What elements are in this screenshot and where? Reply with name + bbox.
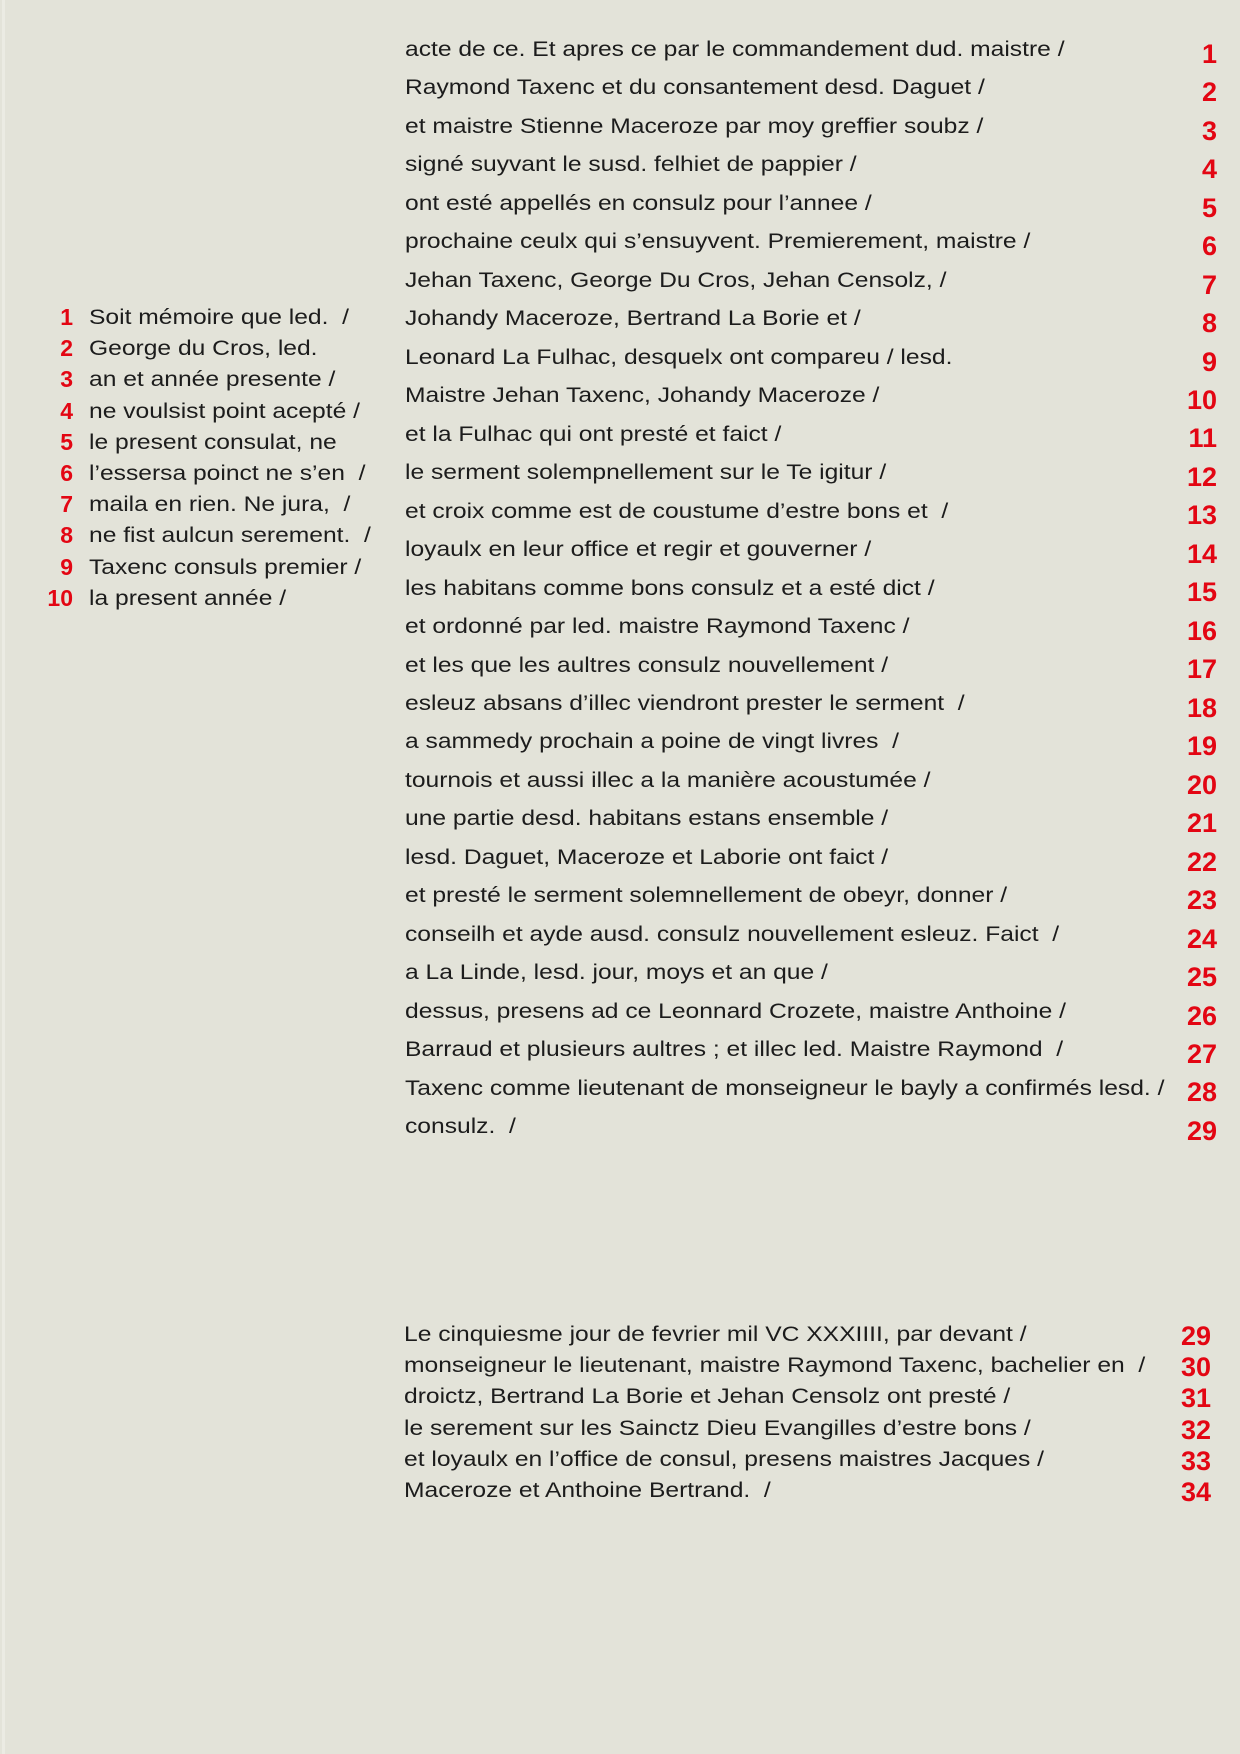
line-text: George du Cros, led. xyxy=(89,336,318,361)
line-number: 2 xyxy=(60,335,73,362)
line-text: dessus, presens ad ce Leonnard Crozete, maistre Anthoine / xyxy=(405,998,1066,1023)
text-line xyxy=(0,646,1240,684)
text-line xyxy=(0,684,1240,722)
line-number: 22 xyxy=(1186,846,1217,877)
line-text: a sammedy prochain a poine de vingt livres / xyxy=(405,729,899,754)
line-text: la present année / xyxy=(89,585,287,610)
line-text: Leonard La Fulhac, desquelx ont compareu / lesd. xyxy=(405,344,953,369)
line-text: et ordonné par led. maistre Raymond Taxenc / xyxy=(405,614,910,639)
text-line xyxy=(0,376,1240,414)
line-text: ne fist aulcun serement. / xyxy=(89,523,371,548)
line-text: Johandy Maceroze, Bertrand La Borie et / xyxy=(405,306,861,331)
text-line xyxy=(0,992,1240,1030)
line-number: 21 xyxy=(1186,808,1217,839)
text-line xyxy=(0,530,1240,568)
line-number: 8 xyxy=(1201,308,1217,339)
line-number: 34 xyxy=(1180,1476,1211,1507)
line-number: 3 xyxy=(60,366,73,393)
line-number: 9 xyxy=(60,553,73,580)
second-entry-block xyxy=(0,1319,1240,1506)
line-text: Taxenc consuls premier / xyxy=(89,554,362,579)
line-number: 7 xyxy=(60,491,73,518)
line-text: Maceroze et Anthoine Bertrand. / xyxy=(404,1477,771,1502)
line-text: prochaine ceulx qui s’ensuyvent. Premierement, maistre / xyxy=(405,229,1031,254)
line-text: Jehan Taxenc, George Du Cros, Jehan Censolz, / xyxy=(405,267,947,292)
text-line xyxy=(0,68,1240,106)
line-number: 28 xyxy=(1186,1077,1217,1108)
line-number: 27 xyxy=(1186,1038,1217,1069)
line-number: 6 xyxy=(60,459,73,486)
line-text: ne voulsist point acepté / xyxy=(89,398,360,423)
text-line xyxy=(0,569,1240,607)
line-number: 33 xyxy=(1180,1445,1211,1476)
line-number: 4 xyxy=(1201,154,1217,185)
line-number: 2 xyxy=(1201,77,1217,108)
line-text: et presté le serment solemnellement de obeyr, donner / xyxy=(405,883,1008,908)
line-number: 10 xyxy=(47,584,73,611)
line-number: 29 xyxy=(1180,1321,1211,1351)
line-text: l’essersa poinct ne s’en / xyxy=(89,460,366,485)
line-text: droictz, Bertrand La Borie et Jehan Censolz ont presté / xyxy=(404,1384,1011,1409)
line-number: 19 xyxy=(1186,731,1217,762)
text-line xyxy=(0,1381,1240,1412)
line-number: 6 xyxy=(1201,231,1217,262)
line-text: et maistre Stienne Maceroze par moy greffier soubz / xyxy=(405,113,984,138)
text-line xyxy=(0,799,1240,837)
line-number: 5 xyxy=(60,428,73,455)
line-number: 15 xyxy=(1186,577,1217,608)
line-number: 9 xyxy=(1201,346,1217,377)
line-number: 25 xyxy=(1186,962,1217,993)
line-number: 1 xyxy=(60,304,73,330)
line-text: et les que les aultres consulz nouvellement / xyxy=(405,652,889,677)
line-number: 24 xyxy=(1186,923,1217,954)
text-line xyxy=(0,107,1240,145)
text-line xyxy=(0,453,1240,491)
line-text: les habitans comme bons consulz et a esté dict / xyxy=(405,575,935,600)
line-text: an et année presente / xyxy=(89,367,336,392)
line-number: 32 xyxy=(1180,1414,1211,1445)
text-line xyxy=(0,492,1240,530)
line-text: et loyaulx en l’office de consul, presens maistres Jacques / xyxy=(404,1446,1044,1471)
line-number: 30 xyxy=(1180,1352,1211,1383)
line-number: 13 xyxy=(1186,500,1217,531)
text-line xyxy=(0,299,1240,337)
line-number: 3 xyxy=(1201,115,1217,146)
line-number: 8 xyxy=(60,522,73,549)
line-number: 12 xyxy=(1186,461,1217,492)
line-text: et croix comme est de coustume d’estre bons et / xyxy=(405,498,949,523)
line-text: consulz. / xyxy=(405,1114,516,1139)
line-number: 18 xyxy=(1186,692,1217,723)
line-text: Raymond Taxenc et du consantement desd. Daguet / xyxy=(405,75,985,100)
text-line xyxy=(0,1444,1240,1475)
line-text: tournois et aussi illec a la manière acoustumée / xyxy=(405,767,931,792)
text-line xyxy=(0,261,1240,299)
line-text: et la Fulhac qui ont presté et faict / xyxy=(405,421,782,446)
text-line xyxy=(0,222,1240,260)
line-text: Soit mémoire que led. / xyxy=(89,305,349,329)
line-text: le present consulat, ne xyxy=(89,429,337,454)
text-line xyxy=(0,30,1240,68)
line-text: loyaulx en leur office et regir et gouverner / xyxy=(405,537,872,562)
line-text: maila en rien. Ne jura, / xyxy=(89,492,351,517)
line-text: le serment solempnellement sur le Te igitur / xyxy=(405,460,887,485)
line-text: Barraud et plusieurs aultres ; et illec led. Maistre Raymond / xyxy=(405,1037,1064,1062)
text-line xyxy=(0,722,1240,760)
line-text: Le cinquiesme jour de fevrier mil VC XXXIIII, par devant / xyxy=(404,1322,1027,1346)
line-number: 23 xyxy=(1186,885,1217,916)
line-text: le serement sur les Sainctz Dieu Evangilles d’estre bons / xyxy=(404,1415,1031,1440)
line-text: signé suyvant le susd. felhiet de pappier / xyxy=(405,152,857,177)
text-line xyxy=(0,1107,1240,1145)
line-number: 16 xyxy=(1186,615,1217,646)
text-line xyxy=(0,1319,1240,1350)
line-number: 17 xyxy=(1186,654,1217,685)
text-line xyxy=(0,1350,1240,1381)
line-text: acte de ce. Et apres ce par le commandement dud. maistre / xyxy=(405,37,1065,61)
text-line xyxy=(0,338,1240,376)
line-number: 14 xyxy=(1186,538,1217,569)
text-line xyxy=(0,953,1240,991)
line-number: 10 xyxy=(1186,385,1217,416)
line-number: 29 xyxy=(1186,1115,1217,1146)
line-number: 1 xyxy=(1201,38,1217,69)
line-text: monseigneur le lieutenant, maistre Raymond Taxenc, bachelier en / xyxy=(404,1353,1146,1378)
line-text: Maistre Jehan Taxenc, Johandy Maceroze / xyxy=(405,383,880,408)
line-text: conseilh et ayde ausd. consulz nouvellement esleuz. Faict / xyxy=(405,921,1060,946)
text-line xyxy=(0,184,1240,222)
line-number: 5 xyxy=(1201,192,1217,223)
text-line xyxy=(0,838,1240,876)
text-line xyxy=(0,876,1240,914)
line-text: ont esté appellés en consulz pour l’annee / xyxy=(405,190,872,215)
line-number: 4 xyxy=(60,397,73,424)
main-text-block xyxy=(0,30,1240,1146)
text-line xyxy=(0,415,1240,453)
text-line xyxy=(0,915,1240,953)
line-text: a La Linde, lesd. jour, moys et an que / xyxy=(405,960,828,985)
line-number: 26 xyxy=(1186,1000,1217,1031)
line-text: lesd. Daguet, Maceroze et Laborie ont faict / xyxy=(405,844,889,869)
line-text: Taxenc comme lieutenant de monseigneur le bayly a confirmés lesd. / xyxy=(405,1075,1165,1100)
line-text: une partie desd. habitans estans ensemble / xyxy=(405,806,889,831)
line-number: 31 xyxy=(1180,1383,1211,1414)
text-line xyxy=(0,1069,1240,1107)
line-number: 20 xyxy=(1186,769,1217,800)
text-line xyxy=(0,145,1240,183)
text-line xyxy=(0,761,1240,799)
text-line xyxy=(0,1475,1240,1506)
text-line xyxy=(0,1413,1240,1444)
line-text: esleuz absans d’illec viendront prester le serment / xyxy=(405,690,965,715)
text-line xyxy=(0,607,1240,645)
line-number: 7 xyxy=(1201,269,1217,300)
text-line xyxy=(0,1030,1240,1068)
line-number: 11 xyxy=(1188,423,1217,454)
